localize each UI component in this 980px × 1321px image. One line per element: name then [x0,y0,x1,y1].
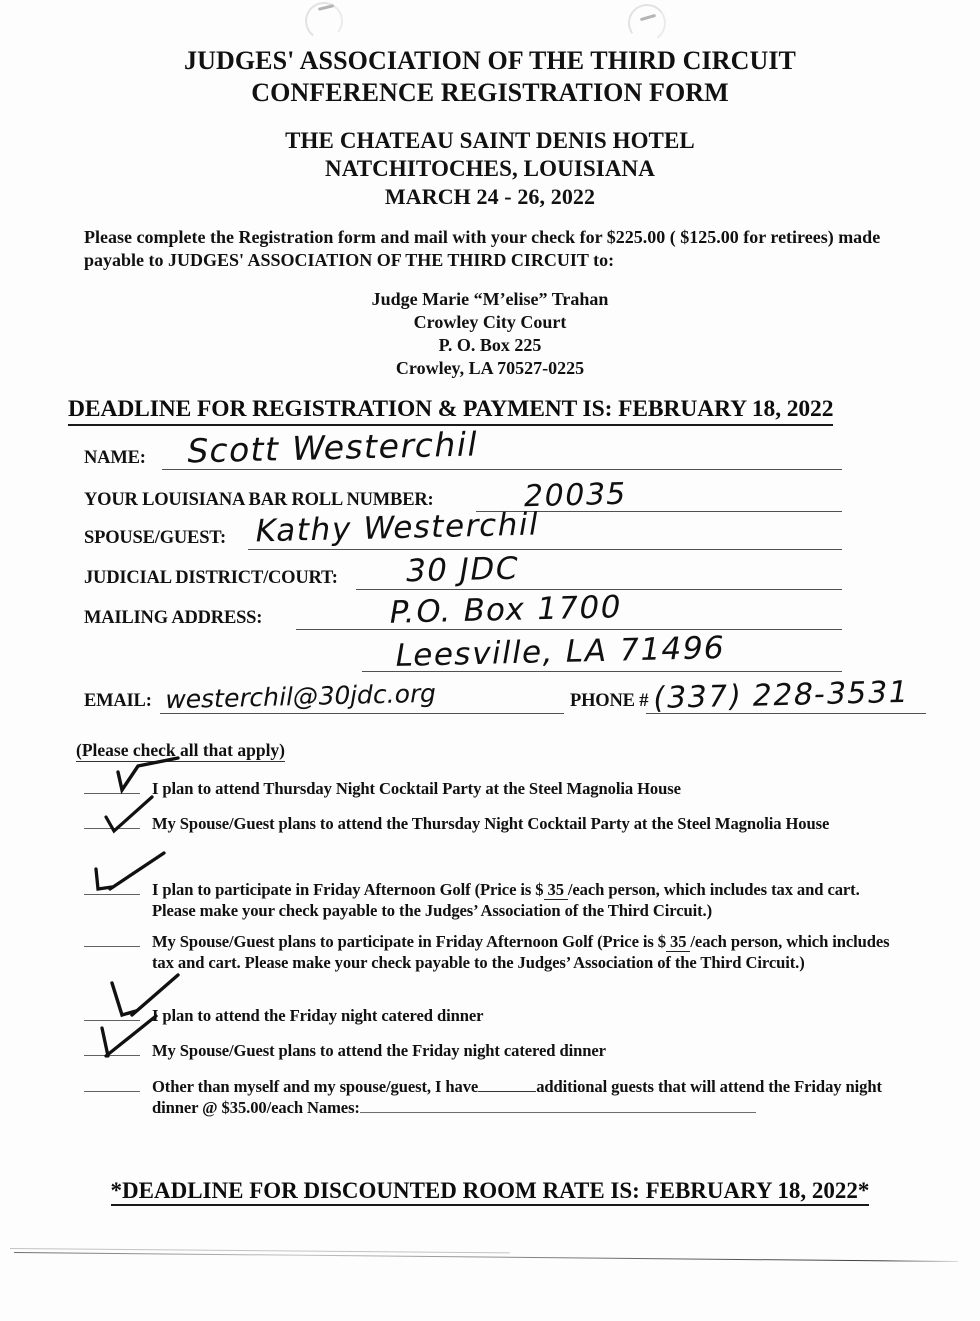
payee-name: Judge Marie “M’elise” Trahan [371,289,609,309]
label-name: NAME: [84,448,146,468]
value-phone: (337) 228-3531 [650,674,912,717]
field-row-name [84,424,900,472]
rule-name [162,469,842,470]
value-spouse-guest: Kathy Westerchil [252,506,543,550]
checkbox-blank-line[interactable] [84,1091,140,1092]
checkbox-blank-line[interactable] [84,894,140,895]
checklist-item-label: My Spouse/Guest plans to attend the Thursday Night Cocktail Party at the Steel Magnolia House [152,814,830,833]
label-spouse-guest: SPOUSE/GUEST: [84,528,227,548]
checklist-item-label: I plan to attend Thursday Night Cocktail Party at the Steel Magnolia House [152,779,681,798]
checklist-item-label: Other than myself and my spouse/guest, I have [152,1077,479,1096]
field-row-spouse-guest [84,506,900,552]
label-bar-roll-number: YOUR LOUISIANA BAR ROLL NUMBER: [84,490,434,510]
label-judicial-district: JUDICIAL DISTRICT/COURT: [84,568,338,588]
venue-city: NATCHITOCHES, LOUISIANA [325,156,655,181]
field-row-mailing-address-line2 [84,629,900,675]
value-mailing-address: P.O. Box 1700 [386,589,625,631]
checkbox-blank-line[interactable] [84,1055,140,1056]
checkbox-blank-line[interactable] [84,1020,140,1021]
payee-city-state-zip: Crowley, LA 70527-0225 [395,358,585,378]
field-row-mailing-address [84,589,900,632]
checklist-item-label-cont: /each person, which includes tax and cart. Please make your check payable to the Judges’ Association of the Third Circuit.) [152,880,860,921]
value-mailing-address-line2: Leesville, LA 71496 [392,629,729,675]
payee-po-box: P. O. Box 225 [438,335,542,355]
registration-deadline-heading: DEADLINE FOR REGISTRATION & PAYMENT IS: FEBRUARY 18, 2022 [68,396,833,426]
value-name: Scott Westerchil [184,424,482,471]
payee-court: Crowley City Court [413,312,567,332]
checkbox-blank-line[interactable] [84,828,140,829]
checklist-item-label-cont: /each person, which includes tax and cart. Please make your check payable to the Judges’ Association of the Third Circuit.) [152,932,890,973]
checklist-item-label-cont: additional guests that will attend the Friday night dinner @ $35.00/each Names: [152,1077,882,1118]
label-email: EMAIL: [84,691,152,711]
value-email: westerchil@30jdc.org [162,678,439,715]
additional-guest-names-field[interactable] [360,1112,756,1113]
rule-mailing-address [296,629,842,630]
field-row-email-phone [84,674,944,718]
additional-guest-count-field[interactable] [478,1091,536,1092]
rule-email [160,713,564,714]
checkbox-blank-line[interactable] [84,793,140,794]
checklist-item-label: I plan to attend the Friday night catered dinner [152,1006,484,1025]
scan-edge-artifact [14,1252,958,1262]
checklist-item-label: I plan to participate in Friday Afternoon Golf (Price is $ [152,880,544,899]
event-dates: MARCH 24 - 26, 2022 [384,184,596,209]
golf-price-spouse[interactable]: 35 [666,932,690,952]
checklist-item-label: My Spouse/Guest plans to attend the Friday night catered dinner [152,1041,606,1060]
label-mailing-address: MAILING ADDRESS: [84,608,263,628]
venue-name: THE CHATEAU SAINT DENIS HOTEL [285,128,695,153]
checklist-item-label: My Spouse/Guest plans to participate in Friday Afternoon Golf (Price is $ [152,932,667,951]
value-bar-roll-number: 20035 [520,476,630,515]
hole-punch-mark-right [625,1,669,45]
rule-spouse-guest [248,549,842,550]
field-row-judicial-district [84,550,900,592]
payment-instructions: Please complete the Registration form and mail with your check for $225.00 ( $125.00 for retirees) made payable to JUDGES' ASSOCIATION OF THE THIRD CIRCUIT to: [84,227,881,271]
room-rate-deadline-heading: *DEADLINE FOR DISCOUNTED ROOM RATE IS: FEBRUARY 18, 2022* [0,1178,980,1204]
label-phone: PHONE # [570,691,649,711]
checklist-instruction: (Please check all that apply) [76,740,286,760]
form-title-line2: CONFERENCE REGISTRATION FORM [251,78,729,107]
value-judicial-district: 30 JDC [402,550,522,590]
golf-price-self[interactable]: 35 [544,880,568,900]
form-title-line1: JUDGES' ASSOCIATION OF THE THIRD CIRCUIT [183,46,797,75]
checkbox-blank-line[interactable] [84,946,140,947]
